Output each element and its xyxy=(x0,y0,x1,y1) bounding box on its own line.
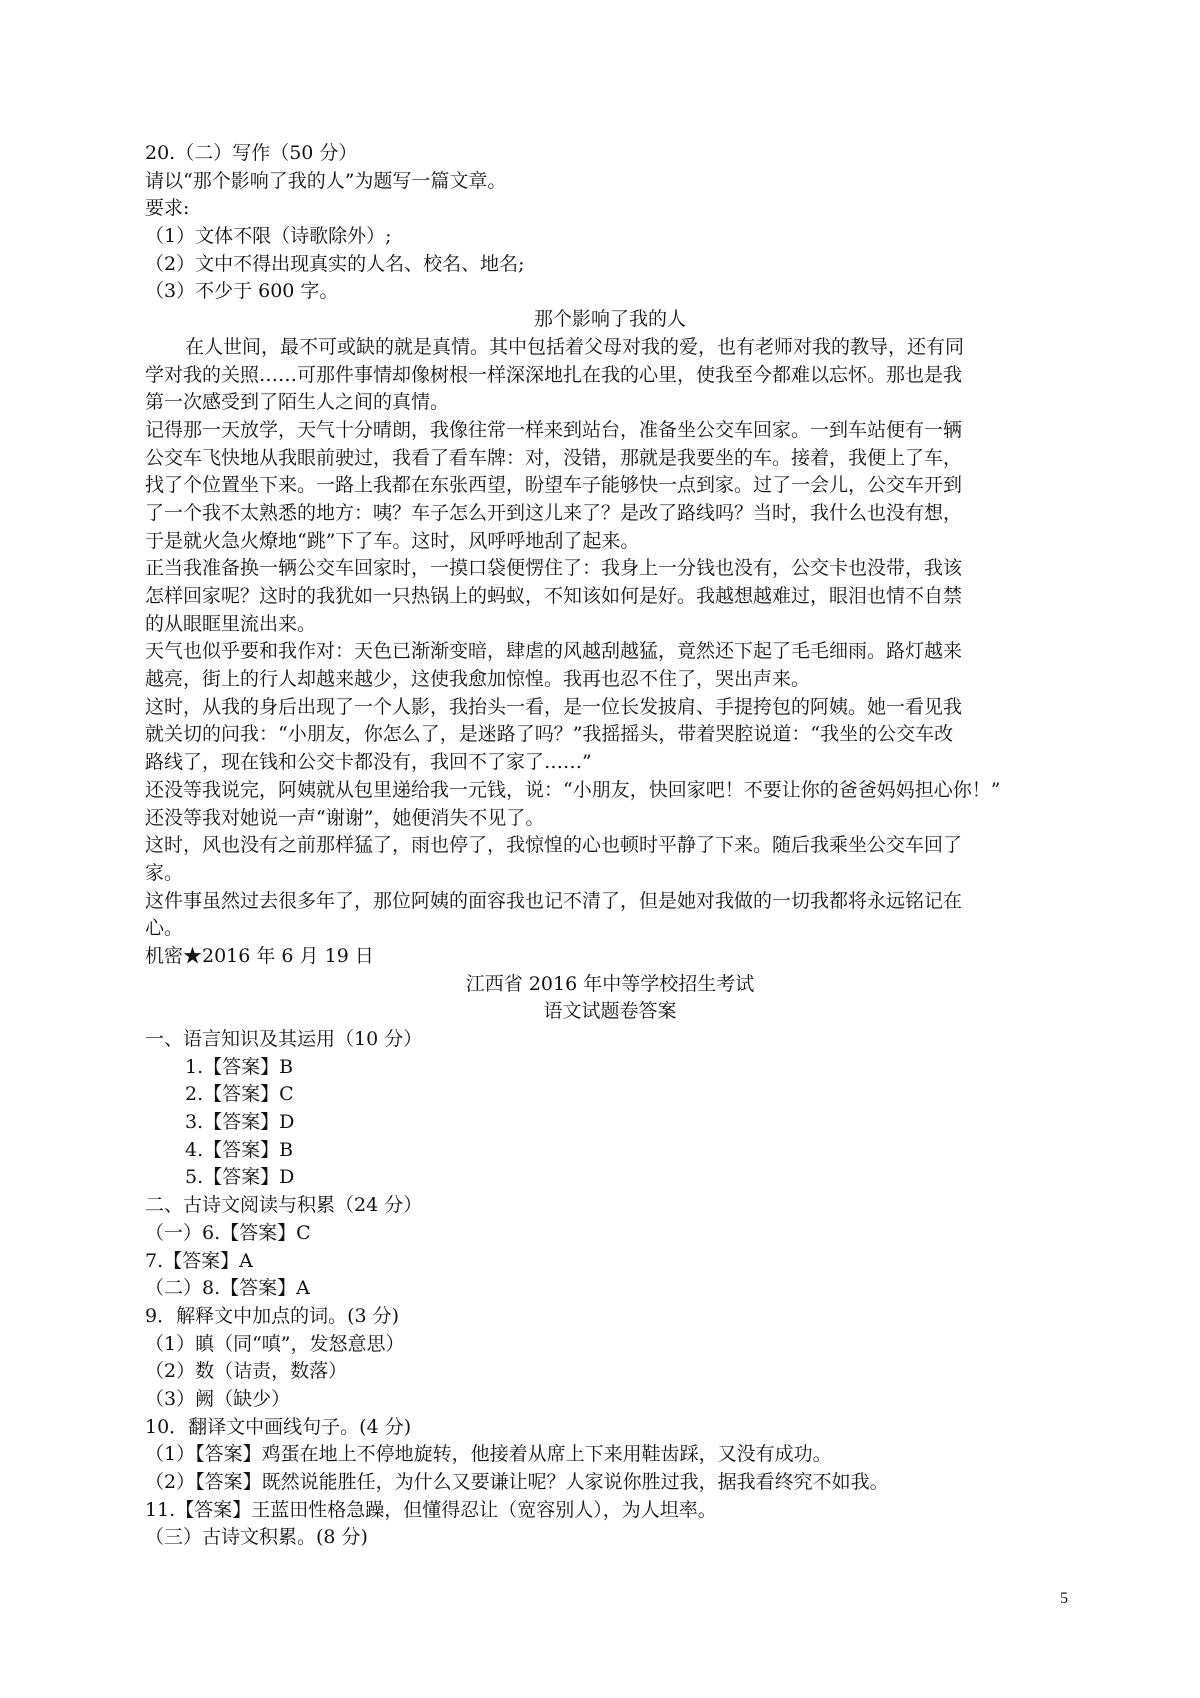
section-heading: （三）古诗文积累。(8 分) xyxy=(145,1526,368,1549)
answers-title: 江西省 2016 年中等学校招生考试 xyxy=(465,972,755,995)
essay-line: 还没等我说完，阿姨就从包里递给我一元钱，说：“小朋友，快回家吧！不要让你的爸爸妈妈担心你！” xyxy=(145,778,1001,801)
writing-heading: 20.（二）写作（50 分） xyxy=(145,142,358,164)
essay-line: 在人世间，最不可或缺的就是真情。其中包括着父母对我的爱，也有老师对我的教导，还有同 xyxy=(185,335,965,358)
essay-line: 记得那一天放学，天气十分晴朗，我像往常一样来到站台，准备坐公交车回家。一到车站便有一辆 xyxy=(145,418,963,441)
section-heading: 二、古诗文阅读与积累（24 分） xyxy=(145,1194,423,1217)
essay-line: 找了个位置坐下来。一路上我都在东张西望，盼望车子能够快一点到家。过了一会儿，公交车开到 xyxy=(145,474,963,497)
requirement-item: （1）文体不限（诗歌除外）; xyxy=(145,225,392,248)
question-heading: 10．翻译文中画线句子。(4 分) xyxy=(145,1415,412,1438)
answer-item: 5.【答案】D xyxy=(185,1166,295,1189)
confidential-date: 机密★2016 年 6 月 19 日 xyxy=(145,944,374,967)
answer-item: （3）阙（缺少） xyxy=(145,1387,291,1410)
essay-line: 就关切的问我：“小朋友，你怎么了，是迷路了吗？”我摇摇头，带着哭腔说道：“我坐的公交车改 xyxy=(145,723,954,746)
essay-line: 公交车飞快地从我眼前驶过，我看了看车牌：对，没错，那就是我要坐的车。接着，我便上了车， xyxy=(145,446,963,469)
answer-item: （1）【答案】鸡蛋在地上不停地旋转，他接着从席上下来用鞋齿踩，又没有成功。 xyxy=(145,1443,832,1466)
essay-line: 心。 xyxy=(145,917,184,940)
essay-line: 于是就火急火燎地“跳”下了车。这时，风呼呼地刮了起来。 xyxy=(145,529,640,552)
essay-line: 这时，从我的身后出现了一个人影，我抬头一看，是一位长发披肩、手提挎包的阿姨。她一看见我 xyxy=(145,695,963,718)
question-heading: 9．解释文中加点的词。(3 分) xyxy=(145,1304,400,1327)
document-page xyxy=(145,140,1075,1552)
essay-line: 正当我准备换一辆公交车回家时，一摸口袋便愣住了：我身上一分钱也没有，公交卡也没带，我该 xyxy=(145,557,963,580)
essay-line: 的从眼眶里流出来。 xyxy=(145,612,317,635)
essay-line: 路线了，现在钱和公交卡都没有，我回不了家了……” xyxy=(145,751,592,774)
answer-item: 2.【答案】C xyxy=(185,1083,294,1106)
answer-item: 1.【答案】B xyxy=(185,1055,294,1078)
answer-item: 3.【答案】D xyxy=(185,1111,295,1134)
answer-item: 4.【答案】B xyxy=(185,1138,294,1161)
essay-title: 那个影响了我的人 xyxy=(533,308,686,331)
answer-item: （1）瞋（同“嗔”，发怒意思） xyxy=(145,1332,405,1355)
answer-item: （2）数（诘责，数落） xyxy=(145,1360,348,1383)
answer-item: （一）6.【答案】C xyxy=(145,1221,311,1244)
answer-item: （2）【答案】既然说能胜任，为什么又要谦让呢？人家说你胜过我，据我看终究不如我。 xyxy=(145,1471,889,1493)
answer-item: 11.【答案】王蓝田性格急躁，但懂得忍让（宽容别人），为人坦率。 xyxy=(145,1498,717,1521)
essay-line: 第一次感受到了陌生人之间的真情。 xyxy=(145,391,450,414)
essay-line: 天气也似乎要和我作对：天色已渐渐变暗，肆虐的风越刮越猛，竟然还下起了毛毛细雨。路灯越来 xyxy=(145,640,963,663)
answer-item: 7.【答案】A xyxy=(145,1249,253,1272)
answer-item: （二）8.【答案】A xyxy=(145,1277,310,1300)
writing-prompt: 请以“那个影响了我的人”为题写一篇文章。 xyxy=(145,169,507,192)
essay-line: 越亮，街上的行人却越来越少，这使我愈加惊惶。我再也忍不住了，哭出声来。 xyxy=(145,668,811,691)
section-heading: 一、语言知识及其运用（10 分） xyxy=(145,1028,423,1050)
requirement-item: （2）文中不得出现真实的人名、校名、地名; xyxy=(145,252,525,275)
answers-subtitle: 语文试题卷答案 xyxy=(543,1000,677,1023)
essay-line: 家。 xyxy=(145,861,184,884)
essay-line: 怎样回家呢？这时的我犹如一只热锅上的蚂蚁，不知该如何是好。我越想越难过，眼泪也情不自禁 xyxy=(145,585,963,607)
essay-line: 这时，风也没有之前那样猛了，雨也停了，我惊惶的心也顿时平静了下来。随后我乘坐公交车回了 xyxy=(145,834,963,857)
requirements-label: 要求: xyxy=(145,197,190,220)
page-number: 5 xyxy=(1060,1590,1068,1607)
essay-line: 还没等我对她说一声“谢谢”，她便消失不见了。 xyxy=(145,806,545,829)
essay-line: 了一个我不太熟悉的地方：咦？车子怎么开到这儿来了？是改了路线吗？当时，我什么也没有想， xyxy=(145,501,963,524)
essay-line: 这件事虽然过去很多年了，那位阿姨的面容我也记不清了，但是她对我做的一切我都将永远铭记在 xyxy=(145,889,963,912)
requirement-item: （3）不少于 600 字。 xyxy=(145,280,339,303)
essay-line: 学对我的关照……可那件事情却像树根一样深深地扎在我的心里，使我至今都难以忘怀。那也是我 xyxy=(145,363,963,386)
